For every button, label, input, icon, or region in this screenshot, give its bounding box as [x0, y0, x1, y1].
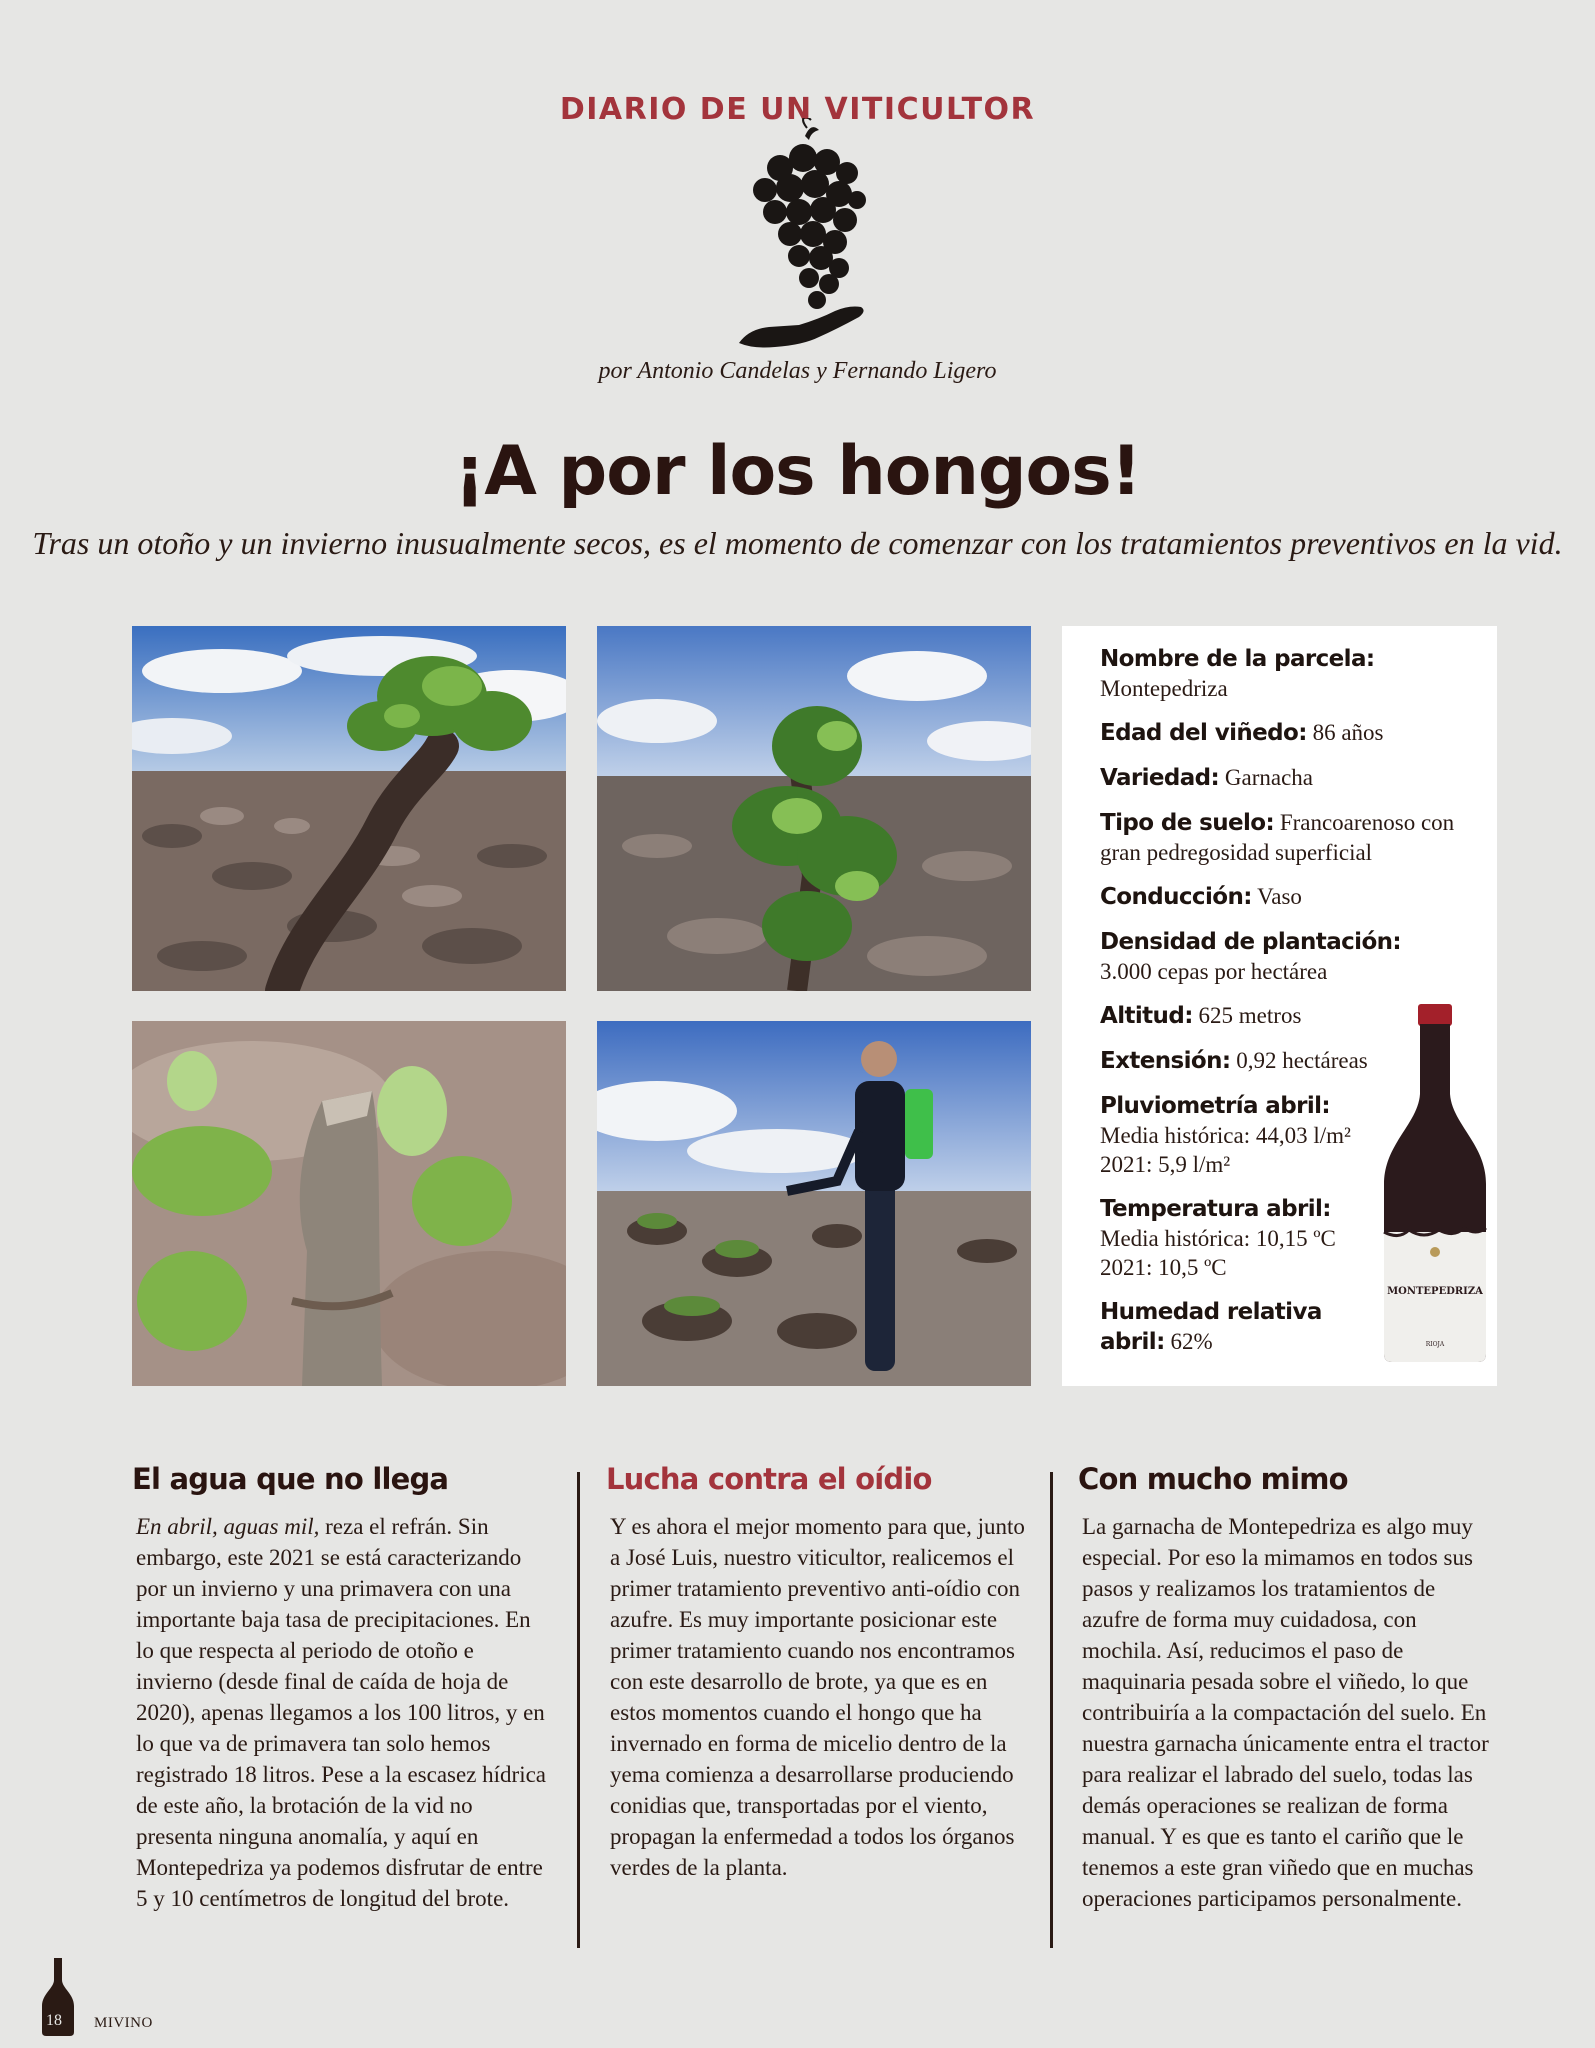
wine-bottle-icon	[1380, 1004, 1490, 1364]
column-heading: Lucha contra el oídio	[606, 1462, 932, 1496]
section-header: DIARIO DE UN VITICULTOR	[559, 92, 1036, 127]
fact-vineyard-age: Edad del viñedo: 86 años	[1100, 720, 1384, 746]
young-shoot-photo	[597, 626, 1031, 991]
column-body: En abril, aguas mil, reza el refrán. Sin embargo, este 2021 se está caracterizando por un invierno y una primavera con una importante baja tasa de precipitaciones. En lo que respecta al periodo de otoño e invierno (desde final de caída de hoja de 2020), apenas llegamos a los 100 litros, y en lo que va de primavera tan solo hemos registrado 18 litros. Pese a la escasez hídrica de este año, la brotación de la vid no presenta ninguna anomalía, y aquí en Montepedriza ya podemos disfrutar de entre 5 y 10 centímetros de longitud del brote.	[136, 1514, 547, 1911]
vine-stock-photo	[132, 626, 566, 991]
fact-planting-density: Densidad de plantación: 3.000 cepas por hectárea	[1100, 929, 1402, 984]
bud-closeup-photo	[132, 1021, 566, 1386]
fact-soil-type: Tipo de suelo: Francoarenoso con gran pedregosidad superficial	[1100, 810, 1455, 865]
fact-altitude: Altitud: 625 metros	[1100, 1003, 1302, 1029]
article-subtitle: Tras un otoño y un invierno inusualmente secos, es el momento de comenzar con los tratamientos preventivos en la vid.	[32, 525, 1563, 561]
page-number: 18	[46, 2012, 62, 2029]
article-title: ¡A por los hongos!	[454, 432, 1141, 511]
column-water	[132, 1462, 552, 1914]
column-body: La garnacha de Montepedriza es algo muy especial. Por eso la mimamos en todos sus pasos y realizamos los tratamientos de azufre de forma muy cuidadosa, con mochila. Así, reducimos el paso de maquinaria pesada sobre el viñedo, lo que contribuiría a la compactación del suelo. En nuestra garnacha únicamente entra el tractor para realizar el labrado del suelo, todas las demás operaciones se realizan de forma manual. Y es que es tanto el cariño que le tenemos a este gran viñedo que en muchas operaciones participamos personalmente.	[1082, 1514, 1489, 1911]
column-heading: El agua que no llega	[132, 1462, 449, 1496]
column-divider	[1050, 1472, 1053, 1948]
byline: por Antonio Candelas y Fernando Ligero	[598, 358, 997, 384]
fact-temperature: Temperatura abril: Media histórica: 10,15 ºC 2021: 10,5 ºC	[1100, 1196, 1336, 1280]
column-care	[1078, 1462, 1498, 1914]
column-divider	[577, 1472, 580, 1948]
fact-parcel-name: Nombre de la parcela: Montepedriza	[1100, 646, 1375, 701]
bottle-label: MONTEPEDRIZA	[1387, 1286, 1483, 1297]
fact-extension: Extensión: 0,92 hectáreas	[1100, 1048, 1368, 1074]
column-body: Y es ahora el mejor momento para que, junto a José Luis, nuestro viticultor, realicemos el primer tratamiento preventivo anti-oídio con azufre. Es muy importante posicionar este primer tratamiento cuando nos encontramos con este desarrollo de brote, ya que es en estos momentos cuando el hongo que ha invernado en forma de micelio dentro de la yema comienza a desarrollarse produciendo conidias que, transportadas por el viento, propagan la enfermedad a todos los órganos verdes de la planta.	[610, 1514, 1025, 1880]
bottle-sublabel: RIOJA	[1425, 1341, 1445, 1348]
fact-variety: Variedad: Garnacha	[1100, 765, 1313, 791]
column-heading: Con mucho mimo	[1078, 1462, 1348, 1496]
sprayer-man-photo	[597, 1021, 1031, 1386]
parcel-factbox	[1062, 626, 1497, 1386]
column-oidium	[606, 1462, 1026, 1883]
grape-hand-logo-icon	[735, 118, 880, 358]
fact-training: Conducción: Vaso	[1100, 884, 1302, 910]
magazine-name: MIVINO	[94, 2015, 153, 2031]
fact-rainfall: Pluviometría abril: Media histórica: 44,03 l/m² 2021: 5,9 l/m²	[1100, 1093, 1351, 1177]
fact-humidity: Humedad relativa abril: 62%	[1100, 1299, 1322, 1355]
